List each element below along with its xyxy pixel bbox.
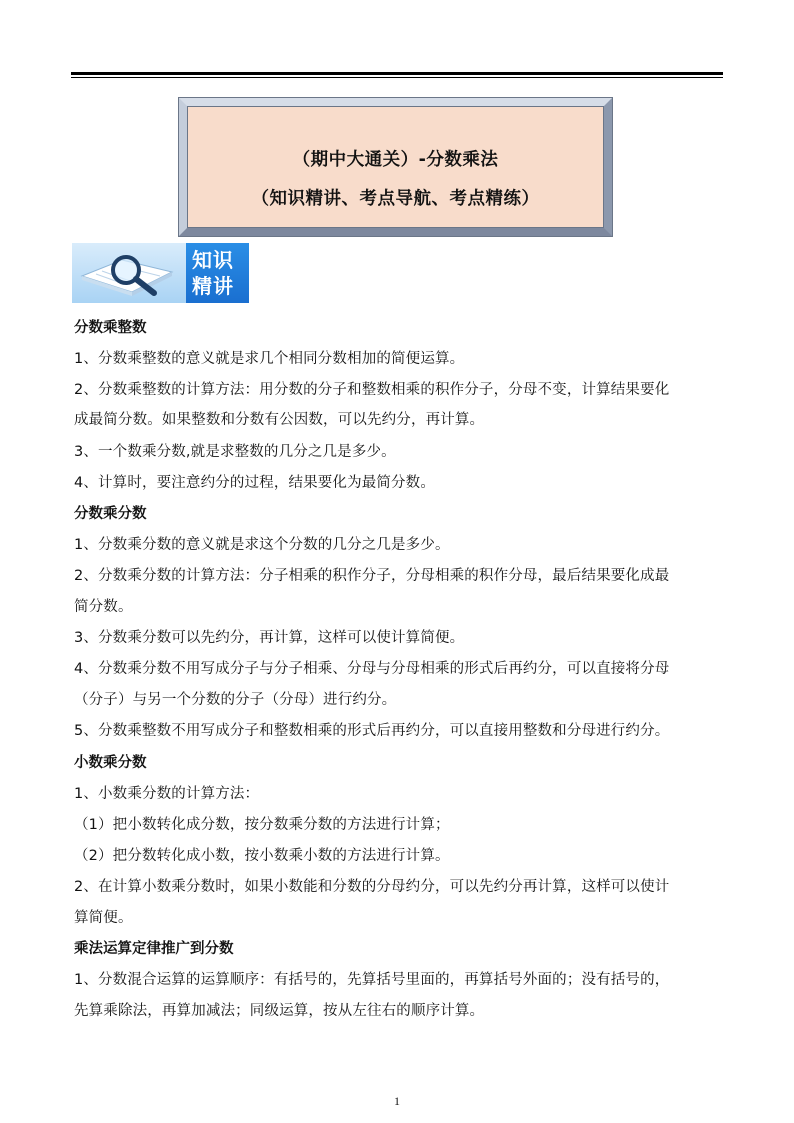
paragraph-line: 1、分数混合运算的运算顺序：有括号的，先算括号里面的，再算括号外面的；没有括号的， xyxy=(74,972,670,988)
paragraph-line: 4、分数乘分数不用写成分子与分子相乘、分母与分母相乘的形式后再约分，可以直接将分母 xyxy=(74,661,670,677)
title-box xyxy=(179,98,612,236)
paragraph-line: 成最简分数。如果整数和分数有公因数，可以先约分，再计算。 xyxy=(74,412,485,428)
paragraph-line: （1）把小数转化成分数，按分数乘分数的方法进行计算； xyxy=(74,817,450,833)
header-rule-thin xyxy=(71,77,723,78)
paragraph-line: （分子）与另一个分数的分子（分母）进行约分。 xyxy=(74,692,397,708)
paragraph-line: 先算乘除法，再算加减法；同级运算，按从左往右的顺序计算。 xyxy=(74,1003,485,1019)
paragraph-line: 2、分数乘整数的计算方法：用分数的分子和整数相乘的积作分子，分母不变，计算结果要化 xyxy=(74,382,670,398)
section-heading: 分数乘整数 xyxy=(74,320,147,336)
section-heading: 小数乘分数 xyxy=(74,755,147,771)
paragraph-line: 1、分数乘分数的意义就是求这个分数的几分之几是多少。 xyxy=(74,537,450,553)
magnifier-book-icon xyxy=(76,246,184,302)
page-number: 1 xyxy=(394,1094,400,1108)
paragraph-line: 4、计算时，要注意约分的过程，结果要化为最简分数。 xyxy=(74,475,435,491)
banner-label-line2: 精讲 xyxy=(192,274,234,298)
paragraph-line: 2、在计算小数乘分数时，如果小数能和分数的分母约分，可以先约分再计算，这样可以使计 xyxy=(74,879,670,895)
paragraph-line: 3、分数乘分数可以先约分，再计算，这样可以使计算简便。 xyxy=(74,630,465,646)
header-rule-thick xyxy=(71,72,723,75)
paragraph-line: 2、分数乘分数的计算方法：分子相乘的积作分子，分母相乘的积作分母，最后结果要化成最 xyxy=(74,568,670,584)
paragraph-line: 简分数。 xyxy=(74,599,133,615)
page-title: （期中大通关）-分数乘法 xyxy=(292,150,499,170)
paragraph-line: 1、小数乘分数的计算方法： xyxy=(74,786,260,802)
paragraph-line: 算简便。 xyxy=(74,910,133,926)
paragraph-line: 3、一个数乘分数,就是求整数的几分之几是多少。 xyxy=(74,444,396,460)
paragraph-line: （2）把分数转化成小数，按小数乘小数的方法进行计算。 xyxy=(74,848,450,864)
page-subtitle: （知识精讲、考点导航、考点精练） xyxy=(251,189,540,209)
paragraph-line: 5、分数乘整数不用写成分子和整数相乘的形式后再约分，可以直接用整数和分母进行约分。 xyxy=(74,723,670,739)
section-heading: 分数乘分数 xyxy=(74,506,147,522)
section-heading: 乘法运算定律推广到分数 xyxy=(74,941,234,957)
banner-label-line1: 知识 xyxy=(192,248,234,272)
knowledge-banner xyxy=(72,243,249,303)
paragraph-line: 1、分数乘整数的意义就是求几个相同分数相加的简便运算。 xyxy=(74,351,465,367)
